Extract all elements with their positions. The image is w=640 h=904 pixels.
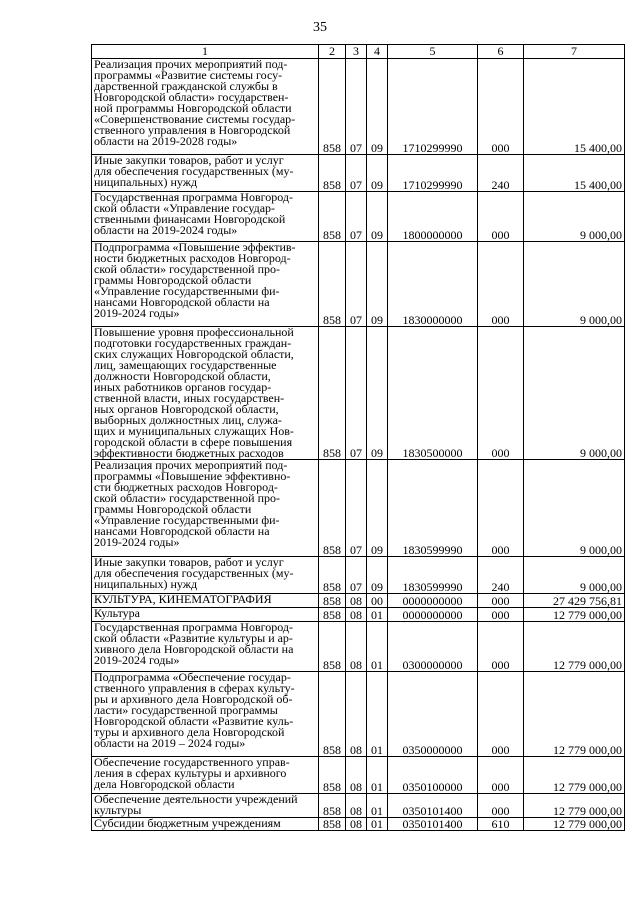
cell-rz: 08 [346, 757, 367, 794]
cell-name: Государственная программа Новгород- ской области «Управление государ- ственными финансами Новгородской области на 2019-2024 годы» [92, 192, 319, 242]
cell-csr: 0350000000 [388, 672, 478, 757]
cell-csr: 0000000000 [388, 594, 478, 608]
cell-pr: 09 [367, 242, 388, 327]
cell-name: Иные закупки товаров, работ и услуг для обеспечения государственных (му- ниципальных) нужд [92, 155, 319, 192]
cell-vr: 240 [478, 557, 524, 594]
cell-name: Государственная программа Новгород- ской области «Развитие культуры и ар- хивного дела Новгородской области на 2019-2024 годы» [92, 622, 319, 672]
cell-ved: 858 [319, 622, 346, 672]
table-row [92, 242, 625, 327]
cell-csr: 1830000000 [388, 242, 478, 327]
cell-pr: 01 [367, 794, 388, 818]
cell-vr: 610 [478, 818, 524, 831]
cell-csr: 0300000000 [388, 622, 478, 672]
cell-csr: 0350101400 [388, 818, 478, 831]
cell-sum: 15 400,00 [524, 59, 625, 155]
cell-ved: 858 [319, 192, 346, 242]
table-row [92, 557, 625, 594]
cell-pr: 09 [367, 59, 388, 155]
cell-sum: 9 000,00 [524, 192, 625, 242]
cell-sum: 12 779 000,00 [524, 794, 625, 818]
cell-vr: 000 [478, 672, 524, 757]
header-cell-4: 4 [367, 45, 388, 59]
table-row [92, 460, 625, 557]
cell-rz: 08 [346, 672, 367, 757]
cell-csr: 0000000000 [388, 608, 478, 622]
cell-csr: 1830500000 [388, 327, 478, 460]
cell-name: Повышение уровня профессиональной подготовки государственных граждан- ских служащих Новгородской области, лиц, замещающих государственные должности Новгородской области, иных работников органов государ- ственной власти, иных государствен- ных органов Новгородской области, выборных должностных лиц, служа- щих и муниципальных служащих Нов- городской области в сфере повышения эффективности бюджетных расходов [92, 327, 319, 460]
cell-pr: 09 [367, 557, 388, 594]
header-cell-3: 3 [346, 45, 367, 59]
cell-vr: 000 [478, 594, 524, 608]
table-row [92, 757, 625, 794]
table-row [92, 327, 625, 460]
cell-pr: 01 [367, 672, 388, 757]
cell-vr: 000 [478, 757, 524, 794]
cell-csr: 0350100000 [388, 757, 478, 794]
cell-pr: 01 [367, 608, 388, 622]
cell-ved: 858 [319, 594, 346, 608]
table-row [92, 672, 625, 757]
cell-sum: 12 779 000,00 [524, 622, 625, 672]
cell-pr: 09 [367, 192, 388, 242]
cell-pr: 01 [367, 622, 388, 672]
cell-vr: 000 [478, 794, 524, 818]
cell-ved: 858 [319, 155, 346, 192]
cell-sum: 12 779 000,00 [524, 818, 625, 831]
cell-ved: 858 [319, 460, 346, 557]
table-row [92, 192, 625, 242]
budget-table [91, 44, 625, 831]
cell-rz: 08 [346, 622, 367, 672]
table-row [92, 59, 625, 155]
cell-csr: 1830599990 [388, 557, 478, 594]
cell-ved: 858 [319, 242, 346, 327]
cell-sum: 12 779 000,00 [524, 757, 625, 794]
cell-name: Реализация прочих мероприятий под- программы «Развитие системы госу- дарственной гражданской службы в Новгородской области» государствен- ной программы Новгородской области «Совершенствование системы государ- ственного управления в Новгородской области на 2019-2028 годы» [92, 59, 319, 155]
cell-name: Подпрограмма «Повышение эффектив- ности бюджетных расходов Новгород- ской области» государственной про- граммы Новгородской области «Управление государственными фи- нансами Новгородской области на 2019-2024 годы» [92, 242, 319, 327]
cell-vr: 000 [478, 608, 524, 622]
cell-pr: 09 [367, 155, 388, 192]
cell-name: КУЛЬТУРА, КИНЕМАТОГРАФИЯ [92, 594, 319, 608]
header-cell-6: 6 [478, 45, 524, 59]
cell-sum: 9 000,00 [524, 242, 625, 327]
cell-ved: 858 [319, 672, 346, 757]
cell-ved: 858 [319, 818, 346, 831]
header-cell-2: 2 [319, 45, 346, 59]
cell-rz: 07 [346, 155, 367, 192]
cell-rz: 07 [346, 327, 367, 460]
cell-rz: 07 [346, 460, 367, 557]
cell-vr: 000 [478, 192, 524, 242]
cell-csr: 1710299990 [388, 155, 478, 192]
cell-rz: 07 [346, 242, 367, 327]
cell-name: Реализация прочих мероприятий под- программы «Повышение эффективно- сти бюджетных расходов Новгород- ской области» государственной про- граммы Новгородской области «Управление государственными фи- нансами Новгородской области на 2019-2024 годы» [92, 460, 319, 557]
cell-pr: 09 [367, 327, 388, 460]
cell-name: Субсидии бюджетным учреждениям [92, 818, 319, 831]
cell-ved: 858 [319, 794, 346, 818]
table-row [92, 794, 625, 818]
cell-rz: 07 [346, 192, 367, 242]
cell-csr: 0350101400 [388, 794, 478, 818]
header-cell-1: 1 [92, 45, 319, 59]
page-number: 35 [313, 20, 327, 35]
cell-name: Культура [92, 608, 319, 622]
header-cell-7: 7 [524, 45, 625, 59]
cell-rz: 08 [346, 818, 367, 831]
cell-pr: 01 [367, 818, 388, 831]
cell-sum: 9 000,00 [524, 327, 625, 460]
cell-ved: 858 [319, 59, 346, 155]
cell-ved: 858 [319, 757, 346, 794]
cell-sum: 9 000,00 [524, 557, 625, 594]
table-row [92, 818, 625, 831]
cell-pr: 09 [367, 460, 388, 557]
cell-rz: 08 [346, 594, 367, 608]
cell-pr: 01 [367, 757, 388, 794]
cell-csr: 1830599990 [388, 460, 478, 557]
cell-rz: 07 [346, 557, 367, 594]
cell-name: Иные закупки товаров, работ и услуг для обеспечения государственных (му- ниципальных) нужд [92, 557, 319, 594]
cell-vr: 000 [478, 622, 524, 672]
cell-name: Обеспечение государственного управ- ления в сферах культуры и архивного дела Новгородской области [92, 757, 319, 794]
table-row [92, 622, 625, 672]
cell-rz: 07 [346, 59, 367, 155]
cell-vr: 000 [478, 242, 524, 327]
cell-sum: 12 779 000,00 [524, 672, 625, 757]
cell-name: Подпрограмма «Обеспечение государ- ственного управления в сферах культу- ры и архивного дела Новгородской об- ласти» государственной программы Новгородской области «Развитие куль- туры и архивного дела Новгородской области на 2019 – 2024 годы» [92, 672, 319, 757]
table-row [92, 594, 625, 608]
cell-sum: 15 400,00 [524, 155, 625, 192]
table-row [92, 155, 625, 192]
cell-csr: 1710299990 [388, 59, 478, 155]
cell-sum: 9 000,00 [524, 460, 625, 557]
cell-rz: 08 [346, 794, 367, 818]
cell-rz: 08 [346, 608, 367, 622]
cell-ved: 858 [319, 608, 346, 622]
cell-vr: 000 [478, 59, 524, 155]
cell-vr: 000 [478, 327, 524, 460]
header-cell-5: 5 [388, 45, 478, 59]
cell-vr: 240 [478, 155, 524, 192]
cell-name: Обеспечение деятельности учреждений культуры [92, 794, 319, 818]
cell-ved: 858 [319, 557, 346, 594]
cell-csr: 1800000000 [388, 192, 478, 242]
cell-sum: 12 779 000,00 [524, 608, 625, 622]
cell-vr: 000 [478, 460, 524, 557]
cell-pr: 00 [367, 594, 388, 608]
cell-sum: 27 429 756,81 [524, 594, 625, 608]
cell-ved: 858 [319, 327, 346, 460]
